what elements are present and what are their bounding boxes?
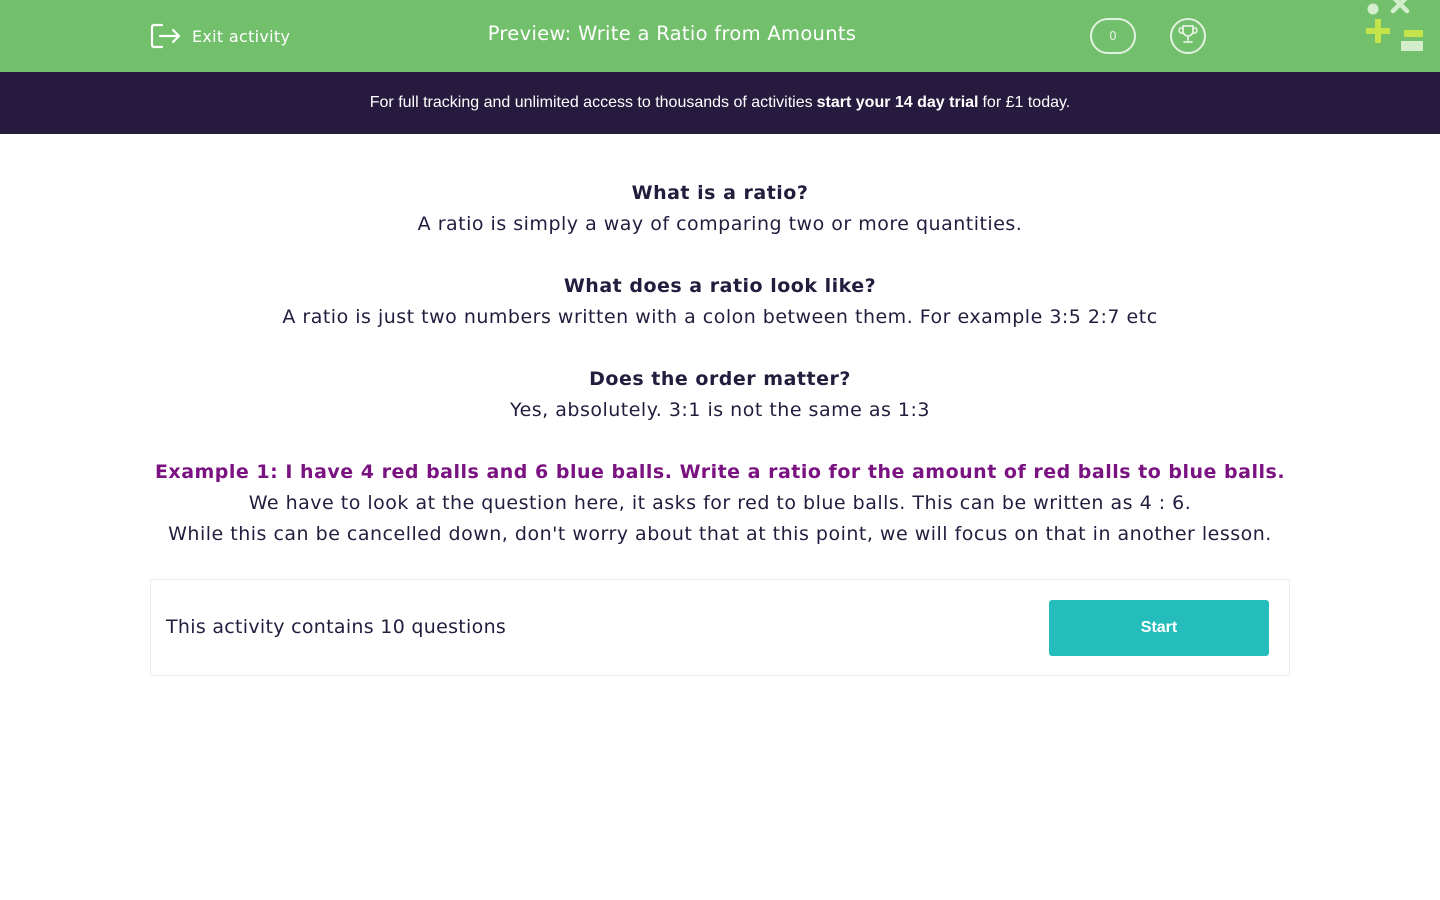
- trial-link[interactable]: start your 14 day trial: [816, 94, 979, 111]
- trophy-icon: [1177, 23, 1199, 49]
- trial-banner: [0, 72, 1440, 134]
- math-symbols-logo-icon: [1360, 0, 1440, 56]
- example-line-1: We have to look at the question here, it asks for red to blue balls. This can be written as 4 : 6.: [248, 492, 1192, 514]
- heading-ratio-look: What does a ratio look like?: [563, 275, 877, 297]
- page-title: Preview: Write a Ratio from Amounts: [487, 22, 857, 45]
- question-count-text: This activity contains 10 questions: [166, 616, 507, 638]
- banner-suffix: for £1 today.: [982, 94, 1071, 111]
- exit-activity-label: Exit activity: [192, 26, 291, 46]
- heading-order-matter: Does the order matter?: [589, 368, 851, 390]
- example-title: Example 1: I have 4 red balls and 6 blue balls. Write a ratio for the amount of red balls to blue balls.: [154, 461, 1286, 483]
- example-line-2: While this can be cancelled down, don't worry about that at this point, we will focus on that in another lesson.: [168, 523, 1272, 545]
- answer-what-is-ratio: A ratio is simply a way of comparing two or more quantities.: [417, 213, 1023, 235]
- answer-ratio-look: A ratio is just two numbers written with a colon between them. For example 3:5 2:7 etc: [282, 306, 1158, 328]
- lesson-content: [150, 178, 1290, 550]
- banner-text: For full tracking and unlimited access to thousands of activities: [369, 94, 813, 111]
- answer-order-matter: Yes, absolutely. 3:1 is not the same as 1:3: [510, 399, 930, 421]
- heading-what-is-ratio: What is a ratio?: [631, 182, 809, 204]
- start-button[interactable]: Start: [1049, 600, 1269, 656]
- top-bar: [0, 0, 1440, 72]
- trophy-button[interactable]: [1170, 18, 1206, 54]
- activity-card: [150, 579, 1290, 676]
- score-counter: 0: [1090, 18, 1136, 54]
